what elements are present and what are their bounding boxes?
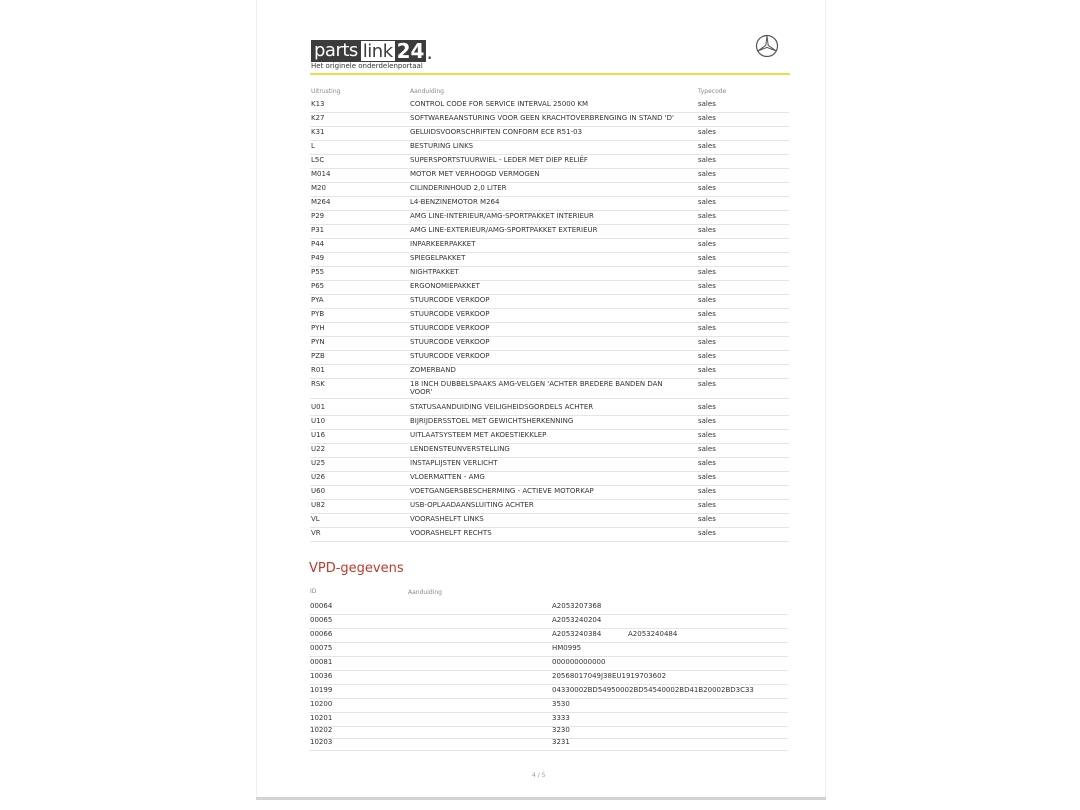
equipment-typecode: sales xyxy=(698,198,716,206)
equipment-description: 18 INCH DUBBELSPAAKS AMG-VELGEN 'ACHTER BREDERE BANDEN DAN VOOR' xyxy=(410,380,663,396)
equipment-typecode: sales xyxy=(698,338,716,346)
equipment-typecode: sales xyxy=(698,296,716,304)
equipment-code: RSK xyxy=(311,380,325,388)
logo-dot: . xyxy=(426,40,433,64)
vpd-id: 00075 xyxy=(310,644,333,652)
equipment-code: U16 xyxy=(311,431,326,439)
equipment-code: M014 xyxy=(311,170,331,178)
equipment-typecode: sales xyxy=(698,128,716,136)
table-row xyxy=(310,128,789,141)
table-row xyxy=(310,240,789,253)
vpd-id: 10203 xyxy=(310,738,333,746)
table-row xyxy=(310,226,789,239)
table-row xyxy=(310,156,789,169)
equipment-description: CILINDERINHOUD 2,0 LITER xyxy=(410,184,507,192)
vpd-value: HM0995 xyxy=(552,644,582,652)
equipment-description: MOTOR MET VERHOOGD VERMOGEN xyxy=(410,170,540,178)
equipment-code: P44 xyxy=(311,240,325,248)
vpd-id: 00081 xyxy=(310,658,333,666)
equipment-typecode: sales xyxy=(698,324,716,332)
equipment-typecode: sales xyxy=(698,100,716,108)
table-row xyxy=(310,473,789,486)
vpd-value: A2053240204 xyxy=(552,616,602,624)
equipment-typecode: sales xyxy=(698,268,716,276)
equipment-typecode: sales xyxy=(698,366,716,374)
equipment-description: STUURCODE VERKOOP xyxy=(410,324,490,332)
equipment-code: K13 xyxy=(311,100,325,108)
equipment-typecode: sales xyxy=(698,184,716,192)
vpd-value: 000000000000 xyxy=(552,658,606,666)
header-uitrusting: Uitrusting xyxy=(311,88,341,95)
equipment-description: STUURCODE VERKOOP xyxy=(410,352,490,360)
equipment-code: P31 xyxy=(311,226,325,234)
vpd-id: 10036 xyxy=(310,672,333,680)
vpd-header-id: ID xyxy=(310,588,317,595)
table-row xyxy=(310,310,789,323)
equipment-typecode: sales xyxy=(698,473,716,481)
equipment-description: LENDENSTEUNVERSTELLING xyxy=(410,445,510,453)
equipment-typecode: sales xyxy=(698,445,716,453)
vpd-row xyxy=(309,658,788,671)
equipment-description: SUPERSPORTSTUURWIEL - LEDER MET DIEP RELIËF xyxy=(410,156,588,164)
equipment-typecode: sales xyxy=(698,403,716,411)
equipment-description: CONTROL CODE FOR SERVICE INTERVAL 25000 KM xyxy=(410,100,589,108)
header-divider xyxy=(310,73,790,75)
vpd-row xyxy=(309,616,788,629)
equipment-description: BIJRIJDERSSTOEL MET GEWICHTSHERKENNING xyxy=(410,417,574,425)
equipment-typecode: sales xyxy=(698,212,716,220)
equipment-typecode: sales xyxy=(698,240,716,248)
equipment-typecode: sales xyxy=(698,515,716,523)
table-row xyxy=(310,142,789,155)
equipment-description: BESTURING LINKS xyxy=(410,142,474,150)
equipment-code: U26 xyxy=(311,473,326,481)
table-row xyxy=(310,324,789,337)
vpd-id: 10200 xyxy=(310,700,333,708)
equipment-code: K31 xyxy=(311,128,325,136)
vpd-row xyxy=(309,644,788,657)
equipment-description: INSTAPLIJSTEN VERLICHT xyxy=(410,459,498,467)
equipment-description: L4-BENZINEMOTOR M264 xyxy=(410,198,500,206)
equipment-code: PYH xyxy=(311,324,325,332)
equipment-typecode: sales xyxy=(698,142,716,150)
equipment-typecode: sales xyxy=(698,352,716,360)
equipment-code: M20 xyxy=(311,184,326,192)
equipment-description: AMG LINE-EXTERIEUR/AMG-SPORTPAKKET EXTERIEUR xyxy=(410,226,598,234)
equipment-code: M264 xyxy=(311,198,331,206)
vpd-value: 3530 xyxy=(552,700,570,708)
table-row xyxy=(310,445,789,458)
equipment-description: SPIEGELPAKKET xyxy=(410,254,466,262)
equipment-typecode: sales xyxy=(698,501,716,509)
table-row xyxy=(310,268,789,281)
equipment-description: INPARKEERPAKKET xyxy=(410,240,476,248)
equipment-code: U10 xyxy=(311,417,326,425)
mercedes-star-icon xyxy=(755,34,779,58)
equipment-typecode: sales xyxy=(698,156,716,164)
equipment-typecode: sales xyxy=(698,380,716,388)
table-row xyxy=(310,515,789,528)
equipment-code: U82 xyxy=(311,501,326,509)
vpd-row xyxy=(309,602,788,615)
equipment-description: SOFTWAREAANSTURING VOOR GEEN KRACHTOVERBRENGING IN STAND 'D' xyxy=(410,114,674,122)
table-row xyxy=(310,338,789,351)
vpd-value: 04330002BD54950002BD54540002BD41B20002BD3C33 xyxy=(552,686,754,694)
table-row xyxy=(310,100,789,113)
equipment-typecode: sales xyxy=(698,417,716,425)
equipment-description: VOETGANGERSBESCHERMING - ACTIEVE MOTORKAP xyxy=(410,487,594,495)
equipment-code: PYN xyxy=(311,338,325,346)
equipment-code: U25 xyxy=(311,459,326,467)
equipment-typecode: sales xyxy=(698,310,716,318)
equipment-code: U01 xyxy=(311,403,326,411)
page-number: 4 / 5 xyxy=(532,772,546,779)
equipment-description: AMG LINE-INTERIEUR/AMG-SPORTPAKKET INTERIEUR xyxy=(410,212,594,220)
vpd-value: 3231 xyxy=(552,738,570,746)
vpd-row xyxy=(309,738,788,751)
equipment-code: U60 xyxy=(311,487,326,495)
vpd-row xyxy=(309,700,788,713)
logo-tagline: Het originele onderdelenportaal xyxy=(311,62,423,70)
table-row xyxy=(310,254,789,267)
equipment-typecode: sales xyxy=(698,459,716,467)
equipment-typecode: sales xyxy=(698,114,716,122)
vpd-row xyxy=(309,686,788,699)
equipment-description: UITLAATSYSTEEM MET AKOESTIEKKLEP xyxy=(410,431,547,439)
equipment-typecode: sales xyxy=(698,431,716,439)
equipment-code: P49 xyxy=(311,254,325,262)
equipment-code: P65 xyxy=(311,282,325,290)
equipment-code: VR xyxy=(311,529,321,537)
equipment-code: VL xyxy=(311,515,320,523)
vpd-row xyxy=(309,672,788,685)
equipment-code: P55 xyxy=(311,268,325,276)
vpd-id: 10199 xyxy=(310,686,333,694)
equipment-typecode: sales xyxy=(698,529,716,537)
table-row xyxy=(310,114,789,127)
equipment-typecode: sales xyxy=(698,170,716,178)
equipment-code: R01 xyxy=(311,366,325,374)
vpd-title: VPD-gegevens xyxy=(309,561,404,576)
table-row xyxy=(310,212,789,225)
equipment-typecode: sales xyxy=(698,254,716,262)
vpd-id: 00066 xyxy=(310,630,333,638)
equipment-description: ZOMERBAND xyxy=(410,366,456,374)
table-row xyxy=(310,184,789,197)
table-row xyxy=(310,282,789,295)
table-row xyxy=(310,501,789,514)
equipment-code: PZB xyxy=(311,352,325,360)
vpd-value: 3333 xyxy=(552,714,570,722)
table-row xyxy=(310,366,789,379)
equipment-typecode: sales xyxy=(698,487,716,495)
vpd-header-aanduiding: Aanduiding xyxy=(408,589,442,596)
vpd-value: 3230 xyxy=(552,726,570,734)
table-row xyxy=(310,198,789,211)
table-row xyxy=(310,296,789,309)
equipment-description: STUURCODE VERKOOP xyxy=(410,296,490,304)
table-row xyxy=(310,352,789,365)
partslink24-logo xyxy=(311,40,433,62)
vpd-id: 00064 xyxy=(310,602,333,610)
equipment-code: L xyxy=(311,142,315,150)
vpd-row xyxy=(309,630,788,643)
equipment-typecode: sales xyxy=(698,282,716,290)
vpd-value: A2053240384 xyxy=(552,630,602,638)
equipment-code: U22 xyxy=(311,445,326,453)
logo-text-24: 24 xyxy=(396,39,425,63)
table-row xyxy=(310,380,789,399)
equipment-code: P29 xyxy=(311,212,325,220)
header-typecode: Typecode xyxy=(698,88,727,95)
equipment-description: VLOERMATTEN - AMG xyxy=(410,473,485,481)
vpd-id: 10202 xyxy=(310,726,333,734)
vpd-value-secondary: A2053240484 xyxy=(628,630,678,638)
table-row xyxy=(310,529,789,542)
equipment-code: K27 xyxy=(311,114,325,122)
logo-text-link: link xyxy=(362,41,393,62)
equipment-description: STUURCODE VERKOOP xyxy=(410,338,490,346)
equipment-description: NIGHTPAKKET xyxy=(410,268,459,276)
equipment-description: VOORASHELFT LINKS xyxy=(410,515,484,523)
equipment-code: PYA xyxy=(311,296,324,304)
table-row xyxy=(310,459,789,472)
equipment-description: GELUIDSVOORSCHRIFTEN CONFORM ECE R51-03 xyxy=(410,128,583,136)
logo-text-parts: parts xyxy=(311,40,361,62)
equipment-description: ERGONOMIEPAKKET xyxy=(410,282,480,290)
table-row xyxy=(310,403,789,416)
equipment-description: STATUSAANDUIDING VEILIGHEIDSGORDELS ACHTER xyxy=(410,403,594,411)
table-row xyxy=(310,487,789,500)
vpd-value: 20568017049J38EU1919703602 xyxy=(552,672,667,680)
page-edge xyxy=(256,797,826,800)
vpd-id: 00065 xyxy=(310,616,333,624)
table-row xyxy=(310,170,789,183)
equipment-description: USB-OPLAADAANSLUITING ACHTER xyxy=(410,501,534,509)
table-row xyxy=(310,431,789,444)
header-aanduiding: Aanduiding xyxy=(410,88,444,95)
equipment-typecode: sales xyxy=(698,226,716,234)
equipment-code: PYB xyxy=(311,310,325,318)
vpd-id: 10201 xyxy=(310,714,333,722)
vpd-value: A2053207368 xyxy=(552,602,602,610)
table-row xyxy=(310,417,789,430)
equipment-description: STUURCODE VERKOOP xyxy=(410,310,490,318)
equipment-description: VOORASHELFT RECHTS xyxy=(410,529,492,537)
equipment-code: L5C xyxy=(311,156,325,164)
